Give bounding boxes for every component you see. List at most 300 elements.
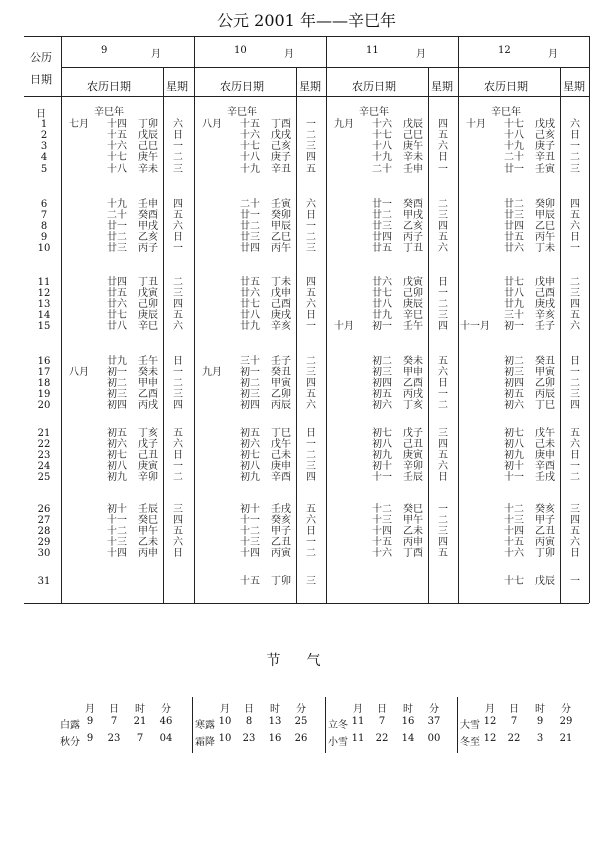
weekday: 六 [570, 439, 580, 450]
lunar-day: 二十 [107, 210, 127, 221]
lunar-day: 初四 [107, 400, 127, 411]
weekday: 四 [570, 299, 580, 310]
lunar-day: 初三 [372, 367, 392, 378]
lunar-day: 十六 [372, 548, 392, 559]
month-unit: 月 [284, 49, 294, 60]
lunar-day: 十九 [240, 164, 260, 175]
weekday: 三 [570, 288, 580, 299]
weekday: 一 [570, 367, 580, 378]
jieqi-month: 10 [218, 733, 232, 744]
ganzhi: 庚午 [138, 152, 158, 163]
month-divider-rule [326, 36, 327, 603]
lunar-day: 廿二 [107, 232, 127, 243]
day-number: 15 [37, 321, 51, 332]
weekday: 六 [306, 299, 316, 310]
day-number: 6 [40, 199, 48, 210]
lunar-day: 十四 [240, 548, 260, 559]
lunar-day: 廿九 [372, 310, 392, 321]
weekday: 三 [306, 141, 316, 152]
weekday: 六 [173, 119, 183, 130]
jieqi-header: 分 [296, 704, 306, 715]
lunar-day: 十二 [107, 526, 127, 537]
ganzhi: 戊午 [535, 428, 555, 439]
lunar-day: 十八 [504, 130, 524, 141]
jieqi-hour: 16 [401, 716, 415, 727]
weekday: 二 [306, 130, 316, 141]
weekday: 日 [306, 526, 316, 537]
day-number: 1 [40, 119, 48, 130]
weekday: 五 [306, 288, 316, 299]
xingqi-header: 星期 [299, 80, 321, 93]
weekday: 三 [438, 310, 448, 321]
ganzhi: 己酉 [271, 299, 291, 310]
lunar-day: 三十 [504, 310, 524, 321]
lunar-day: 初八 [240, 461, 260, 472]
ganzhi: 丙申 [403, 537, 423, 548]
lunar-day: 廿八 [107, 321, 127, 332]
jieqi-name: 白露 [60, 720, 80, 731]
weekday: 二 [438, 299, 448, 310]
ganzhi: 丁亥 [138, 428, 158, 439]
lunar-day: 十八 [107, 164, 127, 175]
lunar-day: 初四 [372, 378, 392, 389]
day-number: 26 [37, 504, 51, 515]
lunar-day: 十六 [372, 119, 392, 130]
weekday: 二 [438, 515, 448, 526]
lunar-day: 廿六 [107, 299, 127, 310]
lunar-day: 廿三 [504, 210, 524, 221]
weekday: 六 [438, 367, 448, 378]
weekday: 一 [173, 243, 183, 254]
ganzhi: 庚申 [271, 461, 291, 472]
ganzhi: 甲午 [138, 526, 158, 537]
weekday: 四 [438, 321, 448, 332]
lunar-day: 初一 [107, 367, 127, 378]
lunar-day: 二十 [240, 199, 260, 210]
lunar-day: 初七 [504, 428, 524, 439]
lunar-day: 廿三 [372, 221, 392, 232]
lunar-day: 廿二 [240, 221, 260, 232]
weekday: 二 [306, 548, 316, 559]
table-bottom-rule [24, 603, 589, 604]
month-unit: 月 [151, 49, 161, 60]
lunar-day: 廿四 [240, 243, 260, 254]
jieqi-month: 9 [86, 716, 94, 727]
ganzhi: 丁卯 [535, 548, 555, 559]
lunar-day: 十七 [504, 119, 524, 130]
weekday: 六 [306, 199, 316, 210]
lunar-day: 初二 [504, 356, 524, 367]
ganzhi: 壬寅 [535, 164, 555, 175]
jieqi-month: 9 [86, 733, 94, 744]
lunar-day: 十九 [504, 141, 524, 152]
lunar-day: 廿一 [107, 221, 127, 232]
weekday: 一 [438, 288, 448, 299]
ganzhi: 丙午 [535, 232, 555, 243]
weekday: 三 [570, 164, 580, 175]
weekday: 五 [570, 428, 580, 439]
day-number: 30 [37, 548, 51, 559]
lunar-day: 十五 [504, 537, 524, 548]
weekday: 日 [173, 232, 183, 243]
jieqi-name: 大雪 [460, 720, 480, 731]
ganzhi: 癸亥 [535, 504, 555, 515]
lunar-day: 廿五 [504, 232, 524, 243]
ganzhi: 壬子 [271, 356, 291, 367]
lunar-month-marker: 十月 [334, 321, 354, 332]
weekday: 六 [570, 119, 580, 130]
lunar-day: 廿一 [504, 164, 524, 175]
ganzhi: 癸未 [138, 367, 158, 378]
lunar-day: 十三 [504, 515, 524, 526]
ganzhi: 壬子 [535, 321, 555, 332]
lunar-day: 十四 [107, 548, 127, 559]
jieqi-day: 23 [242, 733, 256, 744]
weekday-column-rule [163, 67, 164, 603]
table-right-rule [589, 36, 590, 603]
lunar-day: 廿六 [372, 277, 392, 288]
ganzhi: 乙亥 [403, 221, 423, 232]
ganzhi: 庚辰 [403, 299, 423, 310]
weekday: 四 [570, 199, 580, 210]
weekday: 五 [173, 428, 183, 439]
jieqi-hour: 3 [536, 733, 544, 744]
weekday: 一 [306, 439, 316, 450]
lunar-day: 十七 [372, 130, 392, 141]
lunar-year-label: 辛巳年 [94, 107, 124, 118]
weekday: 日 [570, 450, 580, 461]
lunar-month-marker: 八月 [202, 119, 222, 130]
day-number: 5 [40, 164, 48, 175]
ganzhi: 丙申 [138, 548, 158, 559]
jieqi-month: 10 [218, 716, 232, 727]
weekday: 六 [173, 321, 183, 332]
weekday: 六 [438, 141, 448, 152]
weekday: 六 [438, 243, 448, 254]
lunar-day: 初十 [372, 461, 392, 472]
day-number: 17 [37, 367, 51, 378]
ganzhi: 甲子 [271, 526, 291, 537]
weekday: 四 [306, 378, 316, 389]
lunar-day: 十六 [240, 130, 260, 141]
ganzhi: 丙子 [138, 243, 158, 254]
weekday: 二 [570, 277, 580, 288]
jieqi-day: 7 [110, 716, 118, 727]
weekday: 三 [173, 164, 183, 175]
weekday: 一 [173, 141, 183, 152]
ganzhi: 丙辰 [535, 389, 555, 400]
jieqi-header: 月 [353, 704, 363, 715]
jieqi-day: 22 [507, 733, 521, 744]
lunar-day: 十三 [240, 537, 260, 548]
ganzhi: 丁未 [271, 277, 291, 288]
ganzhi: 戊寅 [403, 277, 423, 288]
weekday: 五 [438, 548, 448, 559]
day-number: 24 [37, 461, 51, 472]
jieqi-minute: 37 [427, 716, 441, 727]
ganzhi: 辛巳 [138, 321, 158, 332]
weekday: 三 [306, 367, 316, 378]
ganzhi: 壬戌 [271, 504, 291, 515]
jieqi-hour: 16 [268, 733, 282, 744]
weekday: 三 [306, 243, 316, 254]
jieqi-header: 月 [485, 704, 495, 715]
lunar-day: 十一 [107, 515, 127, 526]
ganzhi: 己亥 [271, 141, 291, 152]
jieqi-header: 日 [377, 704, 387, 715]
ganzhi: 乙未 [403, 526, 423, 537]
ganzhi: 乙丑 [535, 526, 555, 537]
day-number: 8 [40, 221, 48, 232]
lunar-day: 初九 [107, 472, 127, 483]
lunar-day: 廿五 [240, 277, 260, 288]
weekday: 五 [570, 210, 580, 221]
ganzhi: 辛亥 [535, 310, 555, 321]
lunar-day: 三十 [240, 356, 260, 367]
ganzhi: 戊寅 [138, 288, 158, 299]
ganzhi: 乙亥 [138, 232, 158, 243]
weekday: 三 [570, 504, 580, 515]
weekday: 日 [438, 472, 448, 483]
day-number: 19 [37, 389, 51, 400]
ganzhi: 甲子 [535, 515, 555, 526]
weekday: 一 [306, 537, 316, 548]
lunar-month-marker: 十月 [466, 119, 486, 130]
day-number: 4 [40, 152, 48, 163]
nongli-header: 农历日期 [220, 80, 264, 93]
ganzhi: 甲戌 [403, 210, 423, 221]
ganzhi: 丁卯 [271, 576, 291, 587]
lunar-day: 廿六 [240, 288, 260, 299]
weekday: 二 [306, 450, 316, 461]
ganzhi: 辛卯 [403, 461, 423, 472]
ganzhi: 乙未 [138, 537, 158, 548]
lunar-day: 十四 [372, 526, 392, 537]
nongli-header: 农历日期 [352, 80, 396, 93]
lunar-day: 初三 [107, 389, 127, 400]
month-divider-rule [194, 36, 195, 603]
weekday-column-rule [296, 67, 297, 603]
weekday: 三 [438, 428, 448, 439]
ganzhi: 戊午 [271, 439, 291, 450]
jieqi-hour: 14 [401, 733, 415, 744]
lunar-day: 二十 [504, 152, 524, 163]
lunar-day: 初九 [240, 472, 260, 483]
lunar-day: 初三 [504, 367, 524, 378]
ganzhi: 癸酉 [403, 199, 423, 210]
ganzhi: 庚辰 [138, 310, 158, 321]
jieqi-name: 秋分 [60, 737, 80, 748]
month-divider-rule [458, 36, 459, 603]
weekday-column-rule [560, 67, 561, 603]
ganzhi: 辛丑 [271, 164, 291, 175]
jieqi-header: 时 [270, 704, 280, 715]
lunar-day: 十八 [240, 152, 260, 163]
day-number: 10 [37, 243, 51, 254]
lunar-day: 十五 [240, 119, 260, 130]
jieqi-hour: 21 [133, 716, 147, 727]
ganzhi: 乙卯 [271, 389, 291, 400]
weekday: 四 [173, 515, 183, 526]
lunar-day: 初八 [504, 439, 524, 450]
lunar-day: 廿四 [504, 221, 524, 232]
ganzhi: 丙子 [403, 232, 423, 243]
jieqi-header: 分 [161, 704, 171, 715]
lunar-day: 廿七 [240, 299, 260, 310]
weekday: 四 [438, 439, 448, 450]
jieqi-name: 立冬 [328, 720, 348, 731]
weekday: 五 [438, 232, 448, 243]
ganzhi: 辛酉 [535, 461, 555, 472]
ganzhi: 丙寅 [271, 548, 291, 559]
lunar-day: 廿八 [372, 299, 392, 310]
lunar-day: 十七 [504, 576, 524, 587]
weekday: 五 [306, 504, 316, 515]
lunar-day: 初七 [107, 450, 127, 461]
ganzhi: 乙巳 [271, 232, 291, 243]
weekday: 二 [173, 472, 183, 483]
ganzhi: 乙巳 [535, 221, 555, 232]
weekday: 一 [570, 141, 580, 152]
weekday-column-rule [428, 67, 429, 603]
day-number: 14 [37, 310, 51, 321]
weekday: 一 [173, 367, 183, 378]
weekday: 二 [570, 152, 580, 163]
lunar-day: 初五 [107, 428, 127, 439]
weekday: 五 [173, 310, 183, 321]
weekday: 日 [570, 356, 580, 367]
weekday: 三 [438, 526, 448, 537]
weekday: 四 [173, 299, 183, 310]
weekday: 三 [173, 504, 183, 515]
lunar-day: 初十 [240, 504, 260, 515]
weekday: 一 [438, 164, 448, 175]
lunar-day: 十一 [372, 472, 392, 483]
weekday: 一 [306, 119, 316, 130]
ganzhi: 壬辰 [138, 504, 158, 515]
lunar-day: 十八 [372, 141, 392, 152]
weekday: 日 [570, 548, 580, 559]
jieqi-minute: 46 [159, 716, 173, 727]
lunar-day: 十四 [107, 119, 127, 130]
weekday: 六 [306, 515, 316, 526]
weekday: 一 [570, 461, 580, 472]
lunar-day: 初一 [240, 367, 260, 378]
ganzhi: 甲辰 [271, 221, 291, 232]
weekday: 日 [438, 378, 448, 389]
weekday: 二 [438, 199, 448, 210]
ganzhi: 己酉 [535, 288, 555, 299]
weekday: 六 [173, 439, 183, 450]
weekday: 四 [570, 515, 580, 526]
jieqi-name: 寒露 [195, 720, 215, 731]
ganzhi: 丙戌 [138, 400, 158, 411]
ganzhi: 辛未 [138, 164, 158, 175]
day-number: 23 [37, 450, 51, 461]
weekday: 日 [306, 310, 316, 321]
jieqi-title: 节气 [266, 653, 347, 669]
weekday: 二 [570, 472, 580, 483]
weekday: 二 [173, 152, 183, 163]
ganzhi: 辛巳 [403, 310, 423, 321]
day-number: 20 [37, 400, 51, 411]
day-number: 2 [40, 130, 48, 141]
lunar-day: 廿七 [107, 310, 127, 321]
lunar-day: 初二 [107, 378, 127, 389]
lunar-day: 十二 [372, 504, 392, 515]
lunar-day: 廿一 [240, 210, 260, 221]
weekday: 一 [438, 504, 448, 515]
day-number: 16 [37, 356, 51, 367]
ganzhi: 庚子 [535, 141, 555, 152]
jieqi-header: 时 [403, 704, 413, 715]
ganzhi: 丁巳 [271, 428, 291, 439]
lunar-day: 廿九 [107, 356, 127, 367]
lunar-day: 初六 [240, 439, 260, 450]
ganzhi: 甲午 [403, 515, 423, 526]
nongli-header: 农历日期 [484, 80, 528, 93]
weekday: 五 [438, 356, 448, 367]
ganzhi: 癸丑 [271, 367, 291, 378]
weekday: 五 [306, 389, 316, 400]
day-number: 9 [40, 232, 48, 243]
lunar-month-marker: 九月 [334, 119, 354, 130]
ganzhi: 戊子 [138, 439, 158, 450]
lunar-day: 初一 [372, 321, 392, 332]
xingqi-header: 星期 [563, 80, 585, 93]
weekday: 三 [438, 210, 448, 221]
weekday: 六 [570, 221, 580, 232]
day-number: 22 [37, 439, 51, 450]
weekday: 三 [173, 288, 183, 299]
jieqi-header: 分 [429, 704, 439, 715]
ganzhi: 庚午 [403, 141, 423, 152]
weekday: 五 [438, 130, 448, 141]
jieqi-hour: 13 [268, 716, 282, 727]
ganzhi: 壬申 [138, 199, 158, 210]
lunar-day: 廿九 [504, 299, 524, 310]
lunar-day: 廿二 [504, 199, 524, 210]
jieqi-header: 月 [85, 704, 95, 715]
weekday: 日 [173, 130, 183, 141]
jieqi-day: 8 [245, 716, 253, 727]
weekday: 二 [306, 232, 316, 243]
jieqi-name: 霜降 [195, 737, 215, 748]
weekday: 六 [173, 537, 183, 548]
jieqi-header: 月 [220, 704, 230, 715]
ganzhi: 辛丑 [535, 152, 555, 163]
day-number: 31 [37, 576, 51, 587]
lunar-day: 初五 [372, 389, 392, 400]
lunar-day: 廿七 [504, 277, 524, 288]
ganzhi: 庚申 [535, 450, 555, 461]
ganzhi: 庚子 [271, 152, 291, 163]
lunar-day: 十七 [240, 141, 260, 152]
ganzhi: 甲申 [138, 378, 158, 389]
lunar-day: 廿一 [372, 199, 392, 210]
lunar-day: 廿二 [372, 210, 392, 221]
jieqi-minute: 25 [294, 716, 308, 727]
month-number: 12 [498, 45, 511, 56]
weekday: 二 [570, 378, 580, 389]
jieqi-day: 7 [378, 716, 386, 727]
day-number: 27 [37, 515, 51, 526]
month-unit: 月 [416, 49, 426, 60]
weekday: 二 [173, 277, 183, 288]
day-number: 12 [37, 288, 51, 299]
weekday: 一 [306, 321, 316, 332]
month-number: 10 [234, 45, 247, 56]
